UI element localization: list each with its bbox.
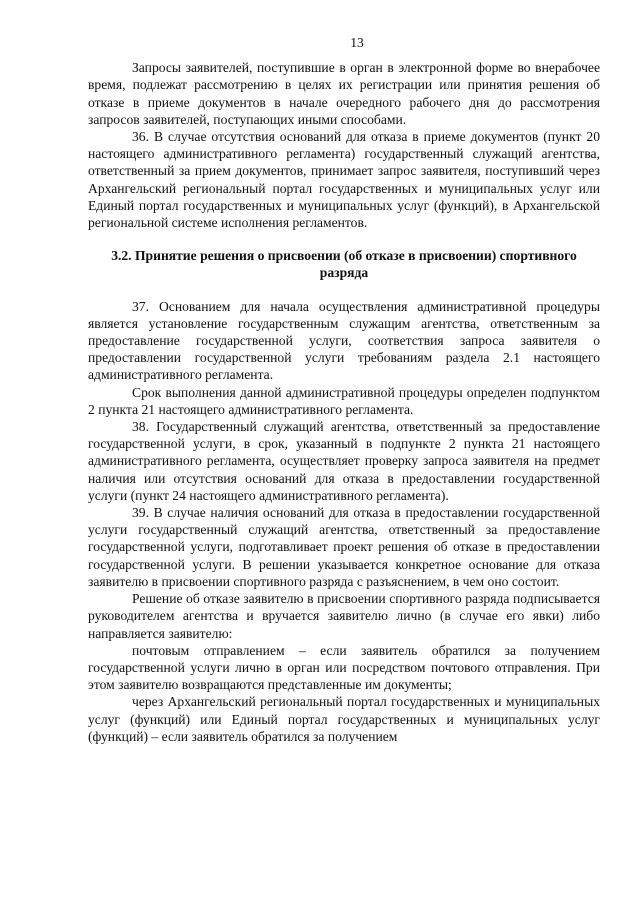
page-number: 13 (350, 35, 364, 50)
paragraph: Решение об отказе заявителю в присвоении спортивного разряда подписывается руководителем агентства и вручается заявителю лично (в случае его явки) либо направляется заявителю: (88, 591, 600, 641)
paragraph: почтовым отправлением – если заявитель обратился за получением государственной услуги лично в орган или посредством почтового отправления. При этом заявителю возвращаются представленные им документы; (88, 642, 600, 693)
paragraph: 37. Основанием для начала осуществления административной процедуры является установление государственным служащим агентства, ответственным за предоставление государственной услуги, соответствия запроса заявителя о предоставлении государственной услуги требованиям раздела 2.1 настоящего административного регламента. (88, 298, 600, 383)
paragraph: через Архангельский региональный портал государственных и муниципальных услуг (функций) или Единый портал государственных и муниципальных услуг (функций) – если заявитель обратился за получением (88, 694, 600, 744)
paragraph: 36. В случае отсутствия оснований для отказа в приеме документов (пункт 20 настоящего административного регламента) государственный служащий агентства, ответственный за прием документов, принимает запрос заявителя, поступивший через Архангельский региональный портал государственных и муниципальных услуг или Единый портал государственных и муниципальных услуг (функций), в Архангельской региональной системе исполнения регламентов. (88, 129, 600, 231)
section-heading: 3.2. Принятие решения о присвоении (об отказе в присвоении) спортивного разряда (111, 248, 577, 281)
paragraph: Срок выполнения данной административной процедуры определен подпунктом 2 пункта 21 настоящего административного регламента. (88, 384, 600, 417)
paragraph: Запросы заявителей, поступившие в орган в электронной форме во внерабочее время, подлежат рассмотрению в целях их регистрации или принятия решения об отказе в приеме документов в начале очередного рабочего дня до рассмотрения запросов заявителей, поступающих иными способами. (88, 60, 600, 127)
paragraph: 39. В случае наличия оснований для отказа в предоставлении государственной услуги государственный служащий агентства, ответственный за предоставление государственной услуги, подготавливает проект решения об отказе в предоставлении государственной услуги. В решении указывается конкретное основание для отказа заявителю в присвоении спортивного разряда с разъяснением, в чем оно состоит. (88, 505, 600, 589)
paragraph: 38. Государственный служащий агентства, ответственный за предоставление государственной услуги, в срок, указанный в подпункте 2 пункта 21 настоящего административного регламента, осуществляет проверку запроса заявителя на предмет наличия или отсутствия оснований для отказа в предоставлении государственной услуги (пункт 24 настоящего административного регламента). (88, 419, 600, 503)
